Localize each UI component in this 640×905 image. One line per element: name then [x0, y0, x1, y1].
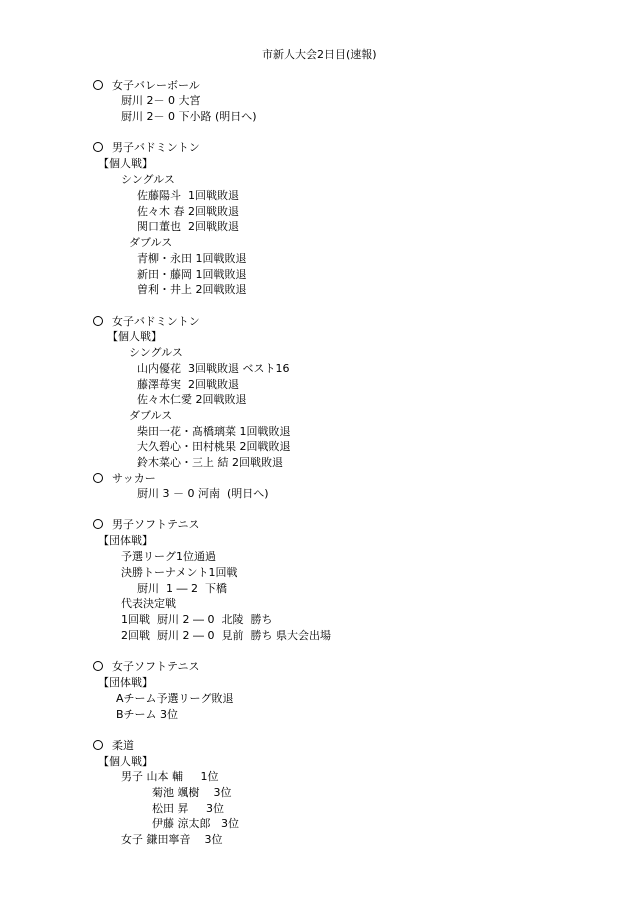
- category-label: 【団体戦】: [98, 534, 153, 547]
- result-line: 関口董也 2回戦敗退: [137, 220, 239, 233]
- section-heading: サッカー: [112, 472, 156, 485]
- result-line: 決勝トーナメント1回戦: [121, 566, 238, 579]
- result-line: 2回戦 厨川 2 ― 0 見前 勝ち 県大会出場: [121, 629, 331, 642]
- section-heading: 女子ソフトテニス: [112, 660, 200, 673]
- category-label: 【団体戦】: [98, 676, 153, 689]
- category-label: 【個人戦】: [98, 157, 153, 170]
- event-label: ダブルス: [129, 409, 173, 422]
- result-line: 代表決定戦: [121, 597, 176, 610]
- event-label: ダブルス: [129, 236, 173, 249]
- result-line: Bチーム 3位: [116, 708, 179, 721]
- result-line: 菊池 颯樹 3位: [152, 786, 232, 799]
- result-line: 大久碧心・田村桃果 2回戦敗退: [137, 440, 291, 453]
- result-line: 厨川 2－ 0 下小路 (明日へ): [121, 110, 257, 123]
- section-heading: 男子バドミントン: [112, 141, 200, 154]
- category-label: 【個人戦】: [107, 330, 162, 343]
- category-label: 【個人戦】: [98, 755, 153, 768]
- result-line: 松田 昇 3位: [152, 802, 224, 815]
- result-line: 女子 鎌田寧音 3位: [121, 833, 223, 846]
- event-label: シングルス: [121, 173, 175, 186]
- section-heading: 女子バレーボール: [112, 79, 200, 92]
- result-line: 柴田一花・髙橋璃菜 1回戦敗退: [137, 425, 291, 438]
- circle-bullet-icon: [93, 519, 103, 529]
- circle-bullet-icon: [93, 142, 103, 152]
- section-heading: 柔道: [112, 739, 134, 752]
- event-label: シングルス: [129, 346, 183, 359]
- result-line: 厨川 1 ― 2 下橋: [137, 582, 227, 595]
- circle-bullet-icon: [93, 740, 103, 750]
- result-line: 曽利・井上 2回戦敗退: [137, 283, 247, 296]
- result-line: Aチーム予選リーグ敗退: [116, 692, 234, 705]
- circle-bullet-icon: [93, 473, 103, 483]
- result-line: 佐々木 春 2回戦敗退: [137, 205, 239, 218]
- result-line: 1回戦 厨川 2 ― 0 北陵 勝ち: [121, 613, 273, 626]
- section-heading: 女子バドミントン: [112, 315, 200, 328]
- result-line: 厨川 3 － 0 河南 (明日へ): [137, 487, 269, 500]
- result-line: 鈴木菜心・三上 結 2回戦敗退: [137, 456, 283, 469]
- circle-bullet-icon: [93, 316, 103, 326]
- result-line: 佐々木仁愛 2回戦敗退: [137, 393, 247, 406]
- circle-bullet-icon: [93, 80, 103, 90]
- circle-bullet-icon: [93, 661, 103, 671]
- result-line: 伊藤 涼太郎 3位: [152, 817, 239, 830]
- result-line: 藤澤苺実 2回戦敗退: [137, 378, 239, 391]
- result-line: 新田・藤岡 1回戦敗退: [137, 268, 247, 281]
- result-line: 佐藤陽斗 1回戦敗退: [137, 189, 239, 202]
- result-line: 男子 山本 輔 1位: [121, 770, 219, 783]
- page-title: 市新人大会2日目(速報): [262, 48, 377, 61]
- section-heading: 男子ソフトテニス: [112, 518, 200, 531]
- result-line: 厨川 2－ 0 大宮: [121, 94, 201, 107]
- result-line: 青柳・永田 1回戦敗退: [137, 252, 247, 265]
- result-line: 予選リーグ1位通過: [121, 550, 216, 563]
- result-line: 山内優花 3回戦敗退 ベスト16: [137, 362, 290, 375]
